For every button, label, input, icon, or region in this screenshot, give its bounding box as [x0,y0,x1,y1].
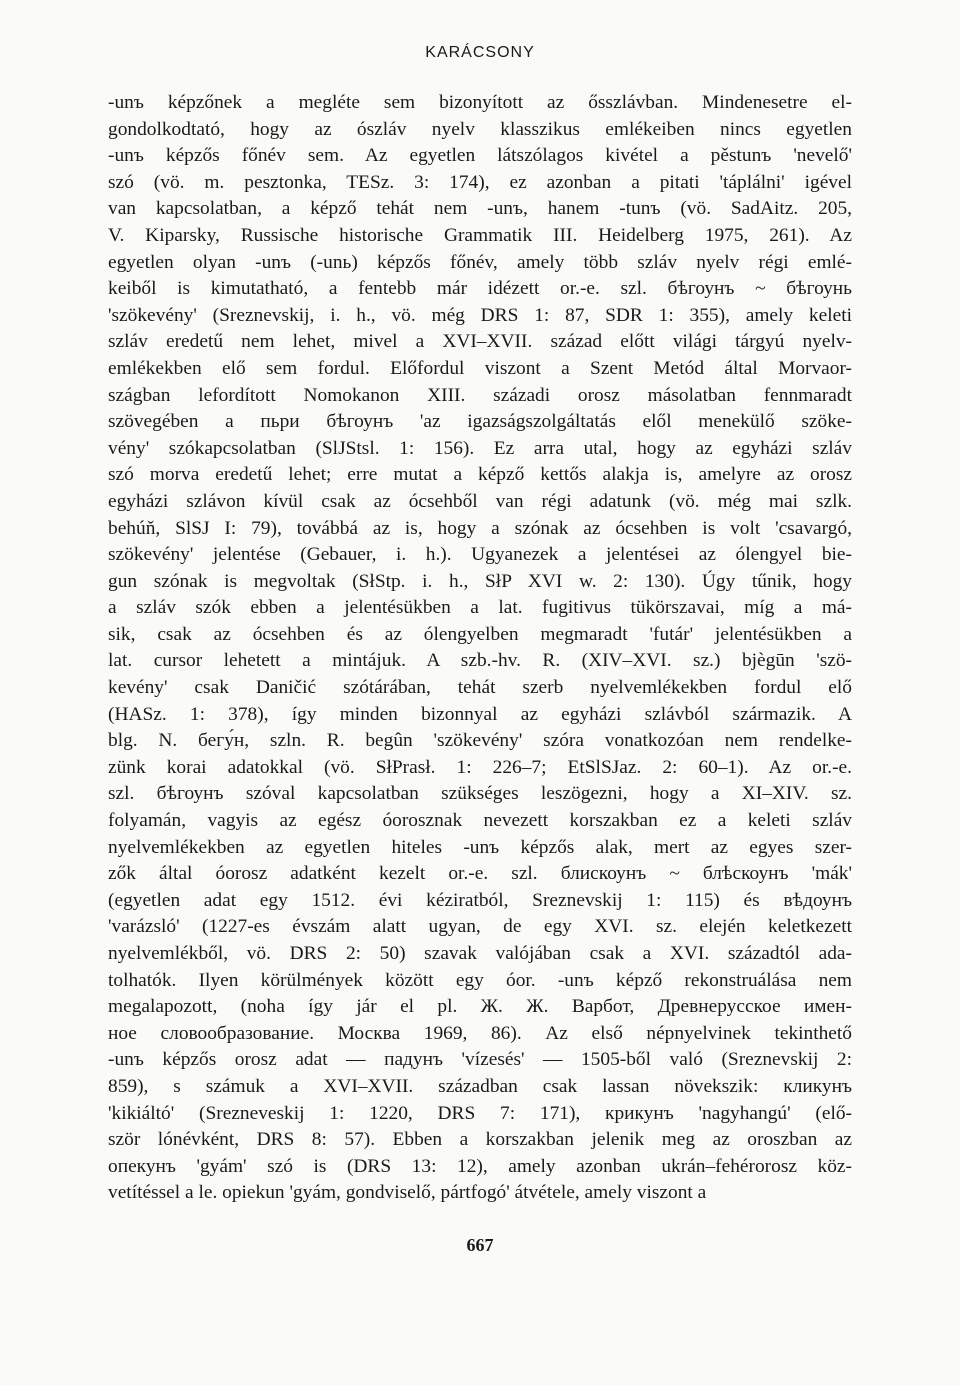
text-line: blg. N. бегу́н, szln. R. begûn 'szökevény' szóra vonatkozóan nem rendelke- [108,730,852,752]
text-line: szó morva eredetű lehet; erre mutat a képző kettős alakja is, amelyre az orosz [108,464,852,486]
text-line: 'kikiáltó' (Srezneveskij 1: 1220, DRS 7: 171), крикунъ 'nagyhangú' (elő- [108,1102,852,1124]
text-line: 'szökevény' (Sreznevskij, i. h., vö. még DRS 1: 87, SDR 1: 355), amely keleti [108,304,852,326]
text-line: (egyetlen adat egy 1512. évi kéziratból, Sreznevskij 1: 115) és вѣдоунъ [108,889,852,911]
text-line: vény' szókapcsolatban (SlJStsl. 1: 156). Ez arra utal, hogy az egyházi szláv [108,437,852,459]
text-line: (HASz. 1: 378), így minden bizonnyal az egyházi szlávból származik. A [108,703,852,725]
running-header: KARÁCSONY [425,44,535,61]
text-line: -unъ képzőnek a megléte sem bizonyított az ősszlávban. Mindenesetre el- [108,92,852,113]
text-line: szl. бѣгоунъ szóval kapcsolatban szükséges leszögezni, hogy a XI–XIV. sz. [108,783,852,805]
text-line: gun szónak is megvoltak (SłStp. i. h., SłP XVI w. 2: 130). Úgy tűnik, hogy [108,570,852,592]
text-line: keiből is kimutatható, a fentebb már idézett or.-e. szl. бѣгоунъ ~ бѣгоунь [108,278,852,300]
text-line: behúň, SlSJ I: 79), továbbá az is, hogy a szónak az ócsehben is volt 'csavargó, [108,517,852,539]
text-line: опекунъ 'gyám' szó is (DRS 13: 12), amely azonban ukrán–fehérorosz köz- [108,1155,852,1177]
text-line: zünk korai adatokkal (vö. SłPrasł. 1: 226–7; EtSlSJaz. 2: 60–1). Az or.-e. [108,756,852,778]
text-line: -unъ képzős orosz adat — падунъ 'vízesés' — 1505-ből való (Sreznevskij 2: [108,1049,852,1071]
text-line: ször lónévként, DRS 8: 57). Ebben a korszakban jelenik meg az oroszban az [108,1129,852,1151]
text-line: a szláv szók ebben a jelentésükben a lat. fugitivus tükörszavai, míg a má- [108,597,852,619]
page-number: 667 [466,1235,494,1255]
text-line: szágban lefordított Nomokanon XIII. századi orosz másolatban fennmaradt [108,384,852,406]
text-line: lat. cursor lehetett a mintájuk. A szb.-hv. R. (XIV–XVI. sz.) bjègūn 'szö- [108,650,852,672]
text-line: folyamán, vagyis az egész óorosznak nevezett korszakban ez a keleti szláv [108,810,852,832]
body-text [108,90,852,1207]
text-line: zők által óorosz adatként kezelt or.-e. szl. блискоунъ ~ блѣскоунъ 'mák' [108,863,852,885]
text-line: 'varázsló' (1227-es évszám alatt ugyan, de egy XVI. sz. elején keletkezett [108,916,852,938]
text-line: 859), s számuk a XVI–XVII. században csak lassan növekszik: кликунъ [108,1075,852,1097]
text-line: vetítéssel a le. opiekun 'gyám, gondviselő, pártfogó' átvétele, amely viszont a [108,1182,707,1204]
text-line: kevény' csak Daničić szótárában, tehát szerb nyelvemlékekben fordul elő [108,677,852,699]
text-line: -unъ képzős főnév sem. Az egyetlen látszólagos kivétel a pěstunъ 'nevelő' [108,145,852,167]
text-line: ное словообразование. Москва 1969, 86). Az első népnyelvinek tekinthető [108,1022,852,1044]
text-line: V. Kiparsky, Russische historische Grammatik III. Heidelberg 1975, 261). Az [108,224,852,246]
text-line: szó (vö. m. pesztonka, TESz. 3: 174), ez azonban a pitati 'táplálni' igével [108,171,852,193]
text-line: szökevény' jelentése (Gebauer, i. h.). Ugyanezek a jelentései az ólengyel bie- [108,544,852,566]
text-line: gondolkodtató, hogy az ószláv nyelv klasszikus emlékeiben nincs egyetlen [108,118,852,140]
text-line: emlékekben elő sem fordul. Előfordul viszont a Szent Metód által Morvaor- [108,357,852,379]
text-line: szövegében a пьри бѣгоунъ 'az igazságszolgáltatás elől menekülő szöke- [108,411,852,433]
text-line: egyházi szlávon kívül csak az ócsehből van régi adatunk (vö. még mai szlk. [108,490,852,512]
text-line: szláv eredetű nem lehet, mivel a XVI–XVII. század előtt világi tárgyú nyelv- [108,331,852,353]
text-line: nyelvemlékekben az egyetlen hiteles -unъ képzős alak, mert az egyes szer- [108,836,852,858]
text-line: megalapozott, (noha így jár el pl. Ж. Ж. Варбот, Древнерусское имен- [108,996,852,1018]
text-line: van kapcsolatban, a képző tehát nem -unъ, hanem -tunъ (vö. SadAitz. 205, [108,198,852,220]
text-line: nyelvemlékből, vö. DRS 2: 50) szavak valójában csak a XVI. századtól ada- [108,943,852,964]
text-line: egyetlen olyan -unъ (-unь) képzős főnév, amely több szláv nyelv régi emlé- [108,251,852,273]
text-line: tolhatók. Ilyen körülmények között egy óor. -unъ képző rekonstruálása nem [108,969,852,991]
text-line: sik, csak az ócsehben és az ólengyelben megmaradt 'futár' jelentésükben a [108,623,852,645]
